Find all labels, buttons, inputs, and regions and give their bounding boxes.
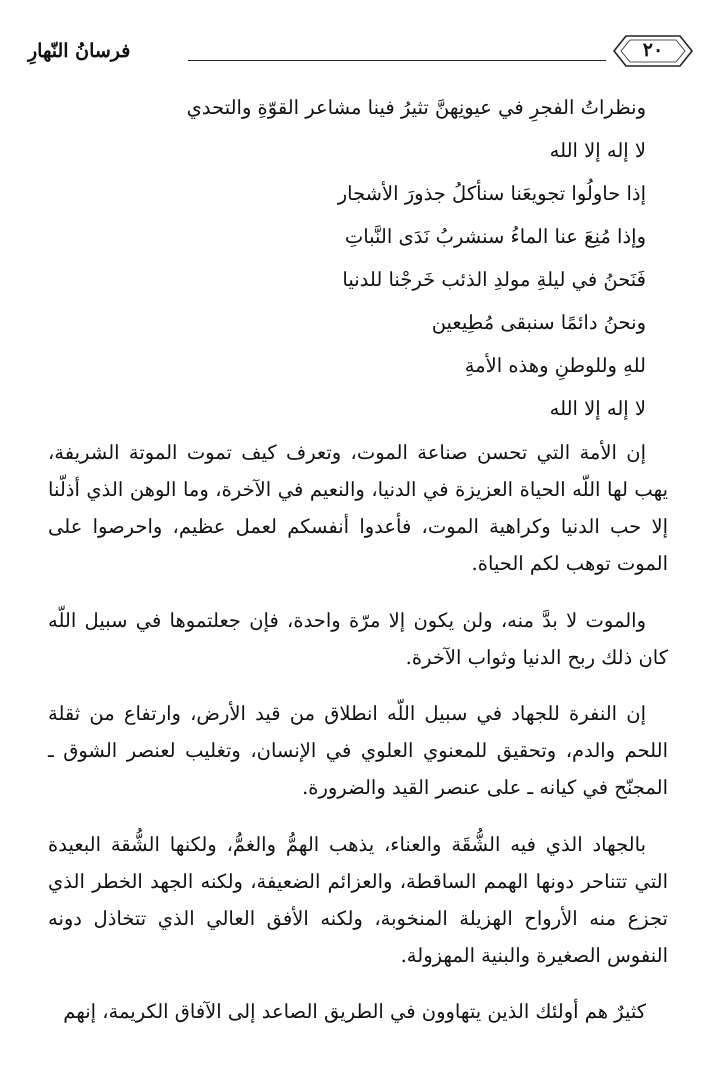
page-header <box>28 30 698 74</box>
page-body <box>48 86 668 1050</box>
poem-line: فَنَحنُ في ليلةِ مولدِ الذئب خَرجْنا للدنيا <box>342 268 646 291</box>
poem-line: لا إله إلا الله <box>549 139 646 162</box>
poem-line: وإذا مُنِعَ عنا الماءُ سنشربُ نَدَى النَّباتِ <box>344 225 646 248</box>
page-number-badge <box>612 34 694 68</box>
running-title: فرسانُ النّهارِ <box>28 40 131 62</box>
paragraph: بالجهاد الذي فيه الشُّقَة والعناء، يذهب الهمُّ والغمُّ، ولكنها الشُّقة البعيدة التي تتناحر دونها الهمم الساقطة، والعزائم الضعيفة، ولكنه الجهد الخطر الذي تجزع منه الأرواح الهزيلة المنخوبة، ولكنه الأفق العالي الذي تتخاذل دونه النفوس الصغيرة والبنية المهزولة. <box>48 832 668 967</box>
poem-line: لا إله إلا الله <box>549 397 646 420</box>
paragraph: إن النفرة للجهاد في سبيل اللّه انطلاق من قيد الأرض، وارتفاع من ثقلة اللحم والدم، وتحقيق للمعنوي العلوي في الإنسان، وتغليب لعنصر الشوق ـ المجنّح في كيانه ـ على عنصر القيد والضرورة. <box>48 702 668 799</box>
poem-line: ونحنُ دائمًا سنبقى مُطِيعين <box>431 311 646 334</box>
poem-line: إذا حاولُوا تجويعَنا سنأكلُ جذورَ الأشجار <box>337 182 646 205</box>
paragraph: والموت لا بدَّ منه، ولن يكون إلا مرّة واحدة، فإن جعلتموها في سبيل اللّه كان ذلك ربح الدنيا وثواب الآخرة. <box>48 608 668 669</box>
page-number: ٢٠ <box>642 39 664 61</box>
poem-line: ونظراتُ الفجرِ في عيونِهنَّ تثيرُ فينا مشاعر القوّةِ والتحدي <box>186 96 646 119</box>
paragraph: إن الأمة التي تحسن صناعة الموت، وتعرف كيف تموت الموتة الشريفة، يهب لها اللّه الحياة العزيزة في الدنيا، والنعيم في الآخرة، وما الوهن الذي أذلّنا إلا حب الدنيا وكراهية الموت، فأعدوا أنفسكم لعمل عظيم، واحرصوا على الموت توهب لكم الحياة. <box>48 441 668 575</box>
poem-line: للهِ وللوطنِ وهذه الأمةِ <box>464 354 646 377</box>
paragraph: كثيرٌ هم أولئك الذين يتهاوون في الطريق الصاعد إلى الآفاق الكريمة، إنهم <box>63 1000 646 1023</box>
header-rule <box>188 60 606 61</box>
